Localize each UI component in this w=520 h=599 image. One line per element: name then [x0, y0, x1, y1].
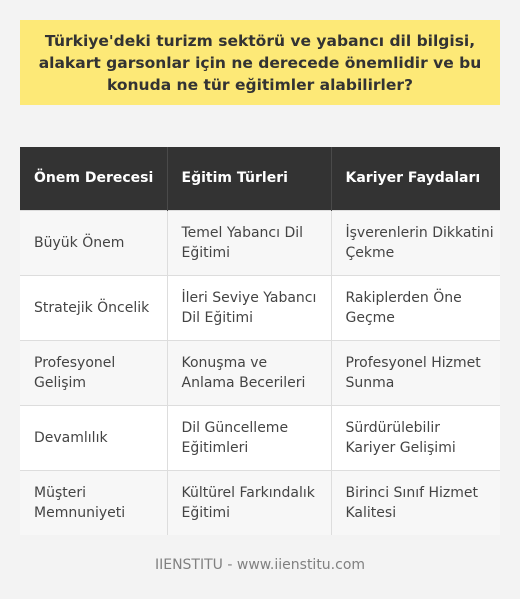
title-banner	[20, 20, 500, 105]
table-cell-importance: Devamlılık	[20, 405, 167, 470]
table-cell-training: Dil Güncelleme Eğitimleri	[167, 405, 331, 470]
column-header-training-types: Eğitim Türleri	[167, 147, 331, 210]
table-cell-benefit: Profesyonel Hizmet Sunma	[331, 340, 500, 405]
table-cell-importance: Müşteri Memnuniyeti	[20, 470, 167, 535]
table-row	[20, 405, 500, 470]
table-cell-benefit: Sürdürülebilir Kariyer Gelişimi	[331, 405, 500, 470]
table-row	[20, 275, 500, 340]
table-row	[20, 210, 500, 275]
table-cell-training: Temel Yabancı Dil Eğitimi	[167, 210, 331, 275]
table-cell-training: Konuşma ve Anlama Becerileri	[167, 340, 331, 405]
table-header-row	[20, 147, 500, 210]
table-cell-benefit: Rakiplerden Öne Geçme	[331, 275, 500, 340]
footer-credit: IIENSTITU - www.iienstitu.com	[154, 557, 366, 573]
column-header-importance: Önem Derecesi	[20, 147, 167, 210]
table-cell-importance: Büyük Önem	[20, 210, 167, 275]
table-row	[20, 340, 500, 405]
table-cell-importance: Stratejik Öncelik	[20, 275, 167, 340]
table-row	[20, 470, 500, 535]
table-cell-training: İleri Seviye Yabancı Dil Eğitimi	[167, 275, 331, 340]
column-header-career-benefits: Kariyer Faydaları	[331, 147, 500, 210]
table-cell-training: Kültürel Farkındalık Eğitimi	[167, 470, 331, 535]
importance-table	[20, 147, 500, 535]
page-title: Türkiye'deki turizm sektörü ve yabancı dil bilgisi, alakart garsonlar için ne derecede önemlidir ve bu konuda ne tür eğitimler alabilirler?	[38, 31, 482, 94]
table-cell-benefit: İşverenlerin Dikkatini Çekme	[331, 210, 500, 275]
table-cell-importance: Profesyonel Gelişim	[20, 340, 167, 405]
table-cell-benefit: Birinci Sınıf Hizmet Kalitesi	[331, 470, 500, 535]
